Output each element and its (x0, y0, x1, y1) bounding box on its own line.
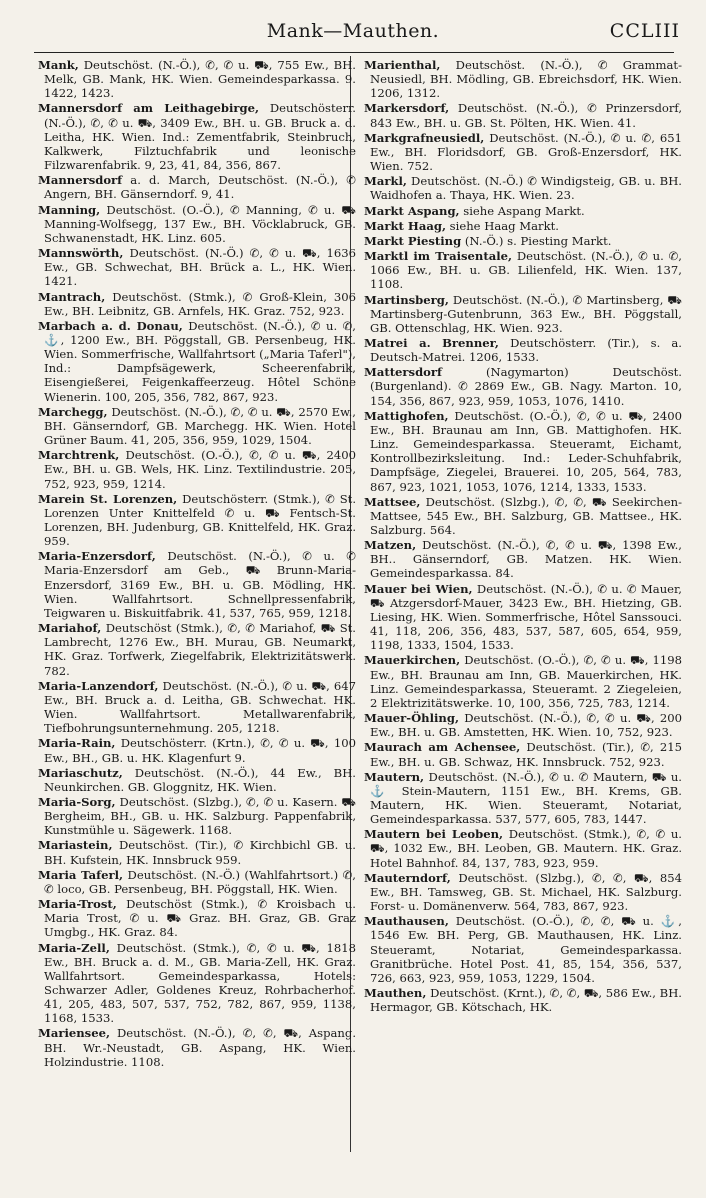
page-header (0, 18, 706, 48)
entry-text: Deutschöst. (N.-Ö.), ✆, ✆ u. ⛟, 200 Ew., BH. u. GB. Amstetten, HK. Wien. 10, 752, 923. (370, 711, 682, 740)
gazetteer-entry (38, 246, 356, 288)
entry-headword: Mariaschutz, (38, 765, 123, 780)
entry-text: Deutschöst. (Stmk.), ✆, ✆ u. ⛟, 1032 Ew., BH. Leoben, GB. Mautern. HK. Graz. Hotel Bahnhof. 84, 137, 783, 923, 959. (370, 827, 682, 870)
entry-text: Deutschöst. (O.-Ö.), ✆, ✆ u. ⛟, 2400 Ew., BH. u. GB. Wels, HK. Linz. Textilindustrie. 205, 752, 923, 959, 1214. (44, 448, 356, 491)
entry-text: Deutschöst. (O.-Ö.), ✆, ✆ u. ⛟, 1198 Ew., BH. Braunau am Inn, GB. Mauerkirchen, HK. Linz. Gemeindesparkassa, Steueramt. 2 Ziegeleien, 2 Elektrizitätswerke. 10, 100, 356, 725, 783, 1214. (370, 653, 682, 710)
entry-text: Deutschöst. (Slzbg.), ✆, ✆ u. Kasern. ⛟ Bergheim, BH., GB. u. HK. Salzburg. Pappenfabrik, Kunstmühle u. Sägewerk. 1168. (44, 794, 356, 838)
entry-text: Deutschösterr. (Krtn.), ✆, ✆ u. ⛟, 100 Ew., BH., GB. u. HK. Klagenfurt 9. (44, 736, 356, 765)
entry-text: Deutschösterr. (Tir.), s. a. Deutsch-Matrei. 1206, 1533. (370, 335, 682, 365)
entry-text: (N.-Ö.) s. Piesting Markt. (461, 233, 612, 248)
gazetteer-entry (364, 827, 682, 869)
entry-headword: Mautern bei Leoben, (364, 827, 504, 842)
gazetteer-entry (364, 582, 682, 653)
gazetteer-entry (38, 621, 356, 678)
entry-text: Deutschöst. (N.-Ö.), ✆ Martinsberg, ⛟ Martinsberg-Gutenbrunn, 363 Ew., BH. Pöggstall, GB. Ottenschlag, HK. Wien. 923. (370, 292, 682, 335)
entry-headword: Mariensee, (38, 1026, 110, 1041)
entry-headword: Mautern, (364, 769, 425, 784)
entry-headword: Mauthausen, (364, 914, 449, 929)
gazetteer-entry (38, 736, 356, 764)
entry-headword: Maria-Enzersdorf, (38, 549, 156, 564)
entry-headword: Maria-Trost, (38, 897, 117, 912)
entry-headword: Markersdorf, (364, 101, 450, 116)
gazetteer-entry (364, 711, 682, 739)
gazetteer-entry (364, 740, 682, 768)
gazetteer-entry (38, 405, 356, 447)
entry-text: Deutschöst. (Slzbg.), ✆, ✆, ⛟, 854 Ew., BH. Tamsweg, GB. St. Michael, HK. Salzburg. Forst- u. Domänenverw. 564, 783, 867, 923. (370, 870, 682, 914)
entry-headword: Marchegg, (38, 404, 108, 419)
entry-text: Deutschöst. (N.-Ö.), ✆ u. ✆, 1066 Ew., BH. u. GB. Lilienfeld, HK. Wien. 137, 1108. (370, 249, 682, 292)
entry-headword: Mariahof, (38, 621, 102, 636)
entry-text: Deutschöst. (N.-Ö.), ✆ Prinzersdorf, 843 Ew., BH. u. GB. St. Pölten, HK. Wien. 41. (370, 101, 682, 130)
entry-text: Deutschöst. (N.-Ö.), ✆ u. ⛟, 647 Ew., BH. Bruck a. d. Leitha, GB. Schwechat. HK. Wien. Wallfahrtsort. Metallwarenfabrik, Tiefbohrungsunternehmung. 205, 1218. (44, 678, 356, 736)
entry-headword: Mauthen, (364, 986, 427, 1000)
entry-headword: Mariastein, (38, 838, 113, 853)
entry-headword: Mattighofen, (364, 408, 449, 423)
entry-text: Deutschöst. (N.-Ö.) (Wahlfahrtsort.) ✆, ✆ loco, GB. Persenbeug, BH. Pöggstall, HK. Wien. (44, 867, 356, 896)
gazetteer-entry (364, 986, 682, 1014)
entry-headword: Marktl im Traisentale, (364, 249, 513, 264)
entry-headword: Matzen, (364, 538, 417, 553)
entry-headword: Marbach a. d. Donau, (38, 318, 183, 333)
entry-text: Deutschöst. (Krnt.), ✆, ✆, ⛟, 586 Ew., BH. Hermagor, GB. Kötschach, HK. (370, 986, 682, 1015)
entry-text: Deutschöst. (Slzbg.), ✆, ✆, ⛟ Seekirchen-Mattsee, 545 Ew., BH. Salzburg, GB. Mattsee., HK. Salzburg. 564. (370, 494, 682, 537)
page-number: CCLIII (609, 20, 680, 42)
gazetteer-entry (364, 336, 682, 364)
entry-headword: Marein St. Lorenzen, (38, 491, 178, 506)
entry-headword: Manning, (38, 202, 101, 217)
gazetteer-entry (38, 448, 356, 490)
entry-text: Deutschöst. (N.-Ö.) ✆, ✆ u. ⛟, 1636 Ew., GB. Schwechat, BH. Brück a. L., HK. Wien. 1421. (44, 246, 356, 289)
entry-text: Deutschöst. (Tir.), ✆ Kirchbichl GB. u. BH. Kufstein, HK. Innsbruck 959. (44, 838, 356, 867)
entry-text: Deutschöst. (N.-Ö.), ✆ Grammat-Neusiedl, BH. Mödling, GB. Ebreichsdorf, HK. Wien. 1206, 1312. (370, 58, 682, 101)
entry-text: Deutschöst. (N.-Ö.), ✆, ✆ u. ⛟, 2570 Ew., BH. Gänserndorf, GB. Marchegg. HK. Wien. Hotel Grüner Baum. 41, 205, 356, 959, 1029, 1504. (44, 404, 356, 448)
entry-headword: Mattersdorf (364, 365, 443, 380)
entry-text: Deutschöst. (O.-Ö.), ✆, ✆ u. ⛟, 2400 Ew., BH. Braunau am Inn, GB. Mattighofen. HK. Linz. Gemeindesparkassa. Steueramt, Eichamt, Kontrollbezirksleitung. Ind.: Leder-Schuhfabrik, Dampfsäge, Ziegelei, Brauerei. 10, 205, 564, 783, 867, 923, 1021, 1053, 1076, 1214, 1333, 1533. (370, 408, 682, 494)
entry-headword: Maria-Zell, (38, 940, 110, 955)
gazetteer-entry (38, 868, 356, 896)
gazetteer-entry (38, 173, 356, 201)
entry-headword: Marienthal, (364, 58, 441, 72)
gazetteer-entry (38, 795, 356, 837)
entry-text: Deutschöst. (O.-Ö.), ✆, ✆, ⛟ u. ⚓, 1546 Ew. BH. Perg, GB. Mauthausen, HK. Linz. Steueramt, Notariat, Gemeindesparkassa. Granitbrüche. Hotel Post. 41, 85, 154, 356, 537, 726, 663, 923, 959, 1053, 1229, 1504. (370, 914, 682, 985)
gazetteer-entry (38, 492, 356, 549)
gazetteer-entry (364, 249, 682, 291)
gazetteer-entry (38, 766, 356, 794)
entry-headword: Markl, (364, 174, 407, 189)
entry-text: Deutschöst. (N.-Ö.), 44 Ew., BH. Neunkirchen. GB. Gloggnitz, HK. Wien. (44, 765, 356, 794)
gazetteer-entry (364, 131, 682, 173)
entry-headword: Mauer-Öhling, (364, 711, 459, 726)
entry-text: Deutschöst. (N.-Ö.), ✆ u. ✆, 651 Ew., BH. Floridsdorf, GB. Groß-Enzersdorf, HK. Wien. 752. (370, 130, 682, 174)
gazetteer-entry (38, 941, 356, 1026)
entry-text: Deutschöst. (N.-Ö.) ✆ Windigsteig, GB. u. BH. Waidhofen a. Thaya, HK. Wien. 23. (370, 174, 682, 203)
entry-headword: Mauterndorf, (364, 870, 451, 885)
entry-text: Deutschöst. (N.-Ö.), ✆, ✆ u. ⛟, 755 Ew., BH. Melk, GB. Mank, HK. Wien. Gemeindesparkassa. 9. 1422, 1423. (44, 58, 356, 101)
entry-headword: Markt Piesting (364, 233, 462, 248)
entry-text: (Nagymarton) Deutschöst. (Burgenland). ✆ 2869 Ew., GB. Nagy. Marton. 10, 154, 356, 867, 923, 959, 1053, 1076, 1410. (370, 365, 682, 408)
entry-headword: Martinsberg, (364, 292, 449, 307)
entry-text: siehe Aspang Markt. (459, 203, 585, 218)
entry-text: a. d. March, Deutschöst. (N.-Ö.), ✆ Angern, BH. Gänserndorf. 9, 41. (44, 173, 356, 202)
entry-text: Deutschöst. (Stmk.), ✆, ✆ u. ⛟, 1818 Ew., BH. Bruck a. d. M., GB. Maria-Zell, HK. Graz. Wallfahrtsort. Gemeindesparkassa, Hotels: Schwarzer Adler, Goldenes Kreuz, Rohrbacherhof. 41, 205, 483, 507, 537, 752, 782, 867, 959, 1138, 1168, 1533. (44, 940, 356, 1026)
entry-headword: Maria Taferl, (38, 867, 124, 882)
gazetteer-entry (38, 679, 356, 736)
gazetteer-entry (364, 58, 682, 100)
gazetteer-entry (38, 319, 356, 404)
gazetteer-entry (364, 101, 682, 129)
entry-text: Deutschösterr. (Stmk.), ✆ St. Lorenzen Unter Knittelfeld ✆ u. ⛟ Fentsch-St. Lorenzen, BH. Judenburg, GB. Knittelfeld, HK. Graz. 959. (44, 491, 357, 549)
gazetteer-entry (364, 293, 682, 335)
gazetteer-entry (38, 58, 356, 100)
entry-text: Deutschöst. (N.-Ö.), ✆, ✆ u. ⛟, 1398 Ew., BH.. Gänserndorf, GB. Matzen. HK. Wien. Gemeindesparkassa. 84. (370, 538, 682, 581)
entry-headword: Mannersdorf (38, 173, 123, 188)
entry-text: Deutschösterr. (N.-Ö.), ✆, ✆ u. ⛟, 3409 Ew., BH. u. GB. Bruck a. d. Leitha, HK. Wien. Ind.: Zementfabrik, Steinbruch, Kalkwerk, Filztuchfabrik und leonische Filzwarenfabrik. 9, 23, 41, 84, 356, 867. (44, 101, 356, 173)
gazetteer-entry (364, 653, 682, 710)
entry-headword: Markt Aspang, (364, 203, 460, 218)
gazetteer-entry (364, 365, 682, 407)
entry-text: Deutschöst. (N.-Ö.), ✆ u. ✆ Mauer, ⛟ Atzgersdorf-Mauer, 3423 Ew., BH. Hietzing, GB. Liesing, HK. Wien. Sommerfrische, Hôtel Sanssouci. 41, 118, 206, 356, 483, 537, 587, 605, 654, 959, 1198, 1333, 1504, 1533. (370, 581, 682, 653)
entry-headword: Mantrach, (38, 289, 106, 304)
entry-headword: Mannersdorf am Leithagebirge, (38, 101, 260, 116)
gazetteer-entry (364, 770, 682, 827)
entry-text: Deutschöst. (Tir.), ✆, 215 Ew., BH. u. GB. Schwaz, HK. Innsbruck. 752, 923. (370, 740, 682, 769)
gazetteer-entry (38, 1026, 356, 1068)
entry-headword: Mannswörth, (38, 246, 124, 261)
entry-headword: Mank, (38, 58, 79, 72)
right-column (364, 58, 682, 1015)
entry-headword: Markt Haag, (364, 218, 446, 233)
gazetteer-entry (364, 871, 682, 913)
entry-headword: Marchtrenk, (38, 448, 120, 463)
entry-headword: Markgrafneusiedl, (364, 130, 485, 145)
entry-text: Deutschöst. (O.-Ö.), ✆ Manning, ✆ u. ⛟ Manning-Wolfsegg, 137 Ew., BH. Vöcklabruck, GB. Schwanenstadt, HK. Linz. 605. (44, 202, 356, 245)
gazetteer-entry (364, 219, 682, 233)
gazetteer-entry (38, 897, 356, 939)
gazetteer-entry (38, 290, 356, 318)
gazetteer-entry (364, 914, 682, 985)
entry-headword: Mattsee, (364, 494, 421, 509)
entry-headword: Maurach am Achensee, (364, 740, 521, 755)
entry-text: siehe Haag Markt. (446, 218, 559, 233)
entry-headword: Maria-Sorg, (38, 794, 116, 809)
gazetteer-entry (38, 838, 356, 866)
entry-text: Deutschöst. (N.-Ö.), ✆, ✆, ⛟, Aspang. BH. Wr.-Neustadt, GB. Aspang, HK. Wien. Holzindustrie. 1108. (44, 1026, 356, 1069)
entry-headword: Maria-Rain, (38, 736, 116, 751)
entry-text: Deutschöst (Stmk.), ✆, ✆ Mariahof, ⛟ St. Lambrecht, 1276 Ew., BH. Murau, GB. Neumarkt, HK. Graz. Torfwerk, Ziegelfabrik, Elektrizitätswerk. 782. (44, 621, 356, 678)
entry-headword: Maria-Lanzendorf, (38, 678, 159, 693)
page-title: Mank—Mauthen. (266, 20, 440, 42)
entry-text: Deutschöst. (N.-Ö.), ✆ u. ✆ Mautern, ⛟ u. ⚓ Stein-Mautern, 1151 Ew., BH. Krems, GB. Mautern, HK. Wien. Steueramt, Notariat, Gemeindesparkassa. 537, 577, 605, 783, 1447. (370, 769, 682, 827)
gazetteer-entry (38, 549, 356, 620)
gazetteer-entry (364, 409, 682, 494)
gazetteer-entry (364, 174, 682, 202)
gazetteer-entry (364, 495, 682, 537)
gazetteer-entry (38, 203, 356, 245)
header-rule (34, 52, 674, 53)
left-column (38, 58, 356, 1070)
entry-text: Deutschöst. (Stmk.), ✆ Groß-Klein, 306 Ew., BH. Leibnitz, GB. Arnfels, HK. Graz. 752, 923. (44, 289, 356, 318)
entry-text: Deutschöst (Stmk.), ✆ Kroisbach u. Maria Trost, ✆ u. ⛟ Graz. BH. Graz, GB. Graz Umgbg., HK. Graz. 84. (44, 897, 356, 940)
entry-headword: Matrei a. Brenner, (364, 335, 499, 350)
gazetteer-entry (38, 101, 356, 172)
entry-text: Deutschöst. (N.-Ö.), ✆ u. ✆, ⚓, 1200 Ew., BH. Pöggstall, GB. Persenbeug, HK. Wien. Sommerfrische, Wallfahrtsort („Maria Taferl"), Ind.: Dampfsägewerk, Scheerenfabrik, Eisengießerei, Feigenkaffeerzeug. Hôtel Schöne Wienerin. 100, 205, 356, 782, 867, 923. (44, 318, 356, 404)
entry-headword: Mauerkirchen, (364, 653, 461, 668)
entry-text: Deutschöst. (N.-Ö.), ✆ u. ✆ Maria-Enzersdorf am Geb., ⛟ Brunn-Maria-Enzersdorf, 3169 Ew., BH. u. GB. Mödling, HK. Wien. Wallfahrtsort. Schnellpressenfabrik, Teigwaren u. Biskuitfabrik. 41, 537, 765, 959, 1218. (44, 549, 356, 620)
entry-headword: Mauer bei Wien, (364, 581, 473, 596)
gazetteer-entry (364, 538, 682, 580)
gazetteer-entry (364, 234, 682, 248)
gazetteer-entry (364, 204, 682, 218)
